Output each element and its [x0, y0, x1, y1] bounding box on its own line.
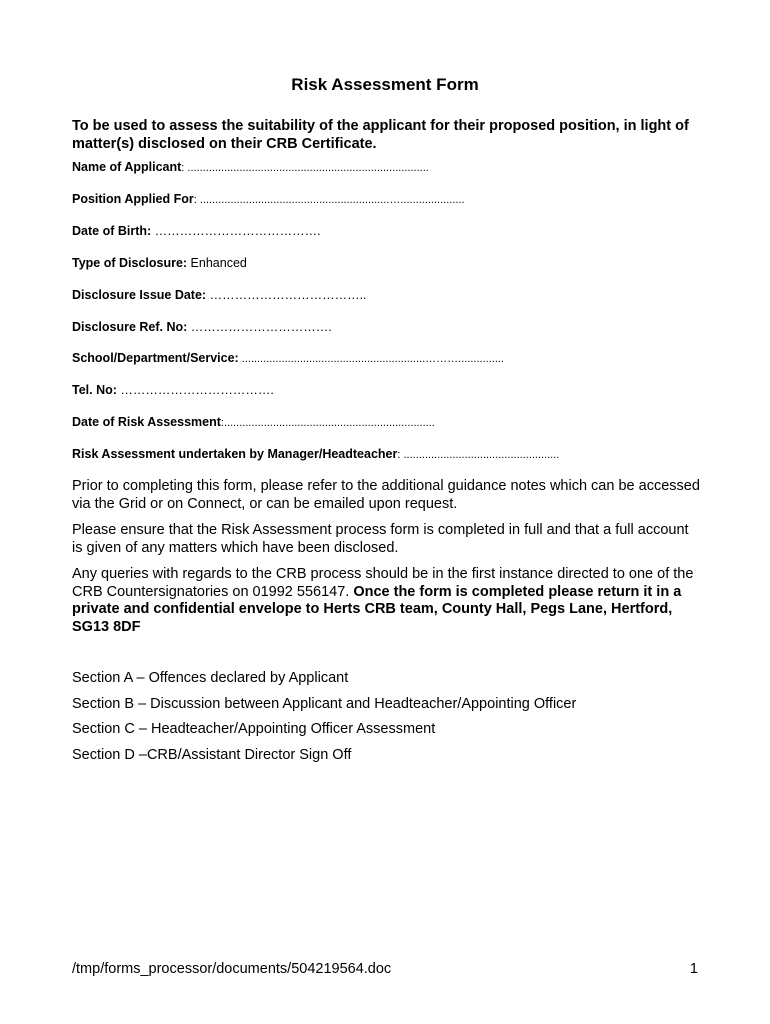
field-fill: ............................................................………............... [238, 353, 504, 365]
field-label: Position Applied For [72, 192, 194, 206]
field-position-applied-for [72, 192, 712, 206]
field-fill: ……………………………. [187, 320, 332, 334]
field-label: School/Department/Service: [72, 351, 239, 365]
field-name-of-applicant [72, 160, 712, 174]
return-instructions: Once the form is completed please return it in a private and confidential envelope to Herts CRB team, County Hall, Pegs Lane, Hertford, SG13 8DF [72, 583, 682, 635]
field-risk-assessment-undertaken-by [72, 447, 712, 461]
queries-paragraph [72, 566, 702, 636]
field-label: Risk Assessment undertaken by Manager/Headteacher [72, 447, 398, 461]
intro-text: To be used to assess the suitability of the applicant for their proposed position, in light of matter(s) disclosed on their CRB Certificate. [72, 118, 689, 152]
field-fill: …………………………………. [151, 224, 321, 238]
section-d: Section D –CRB/Assistant Director Sign Off [72, 747, 352, 763]
field-label: Type of Disclosure: [72, 256, 188, 270]
section-a: Section A – Offences declared by Applicant [72, 670, 349, 686]
field-fill: ………………………………. [116, 383, 274, 397]
footer-file-path: /tmp/forms_processor/documents/504219564.doc [72, 961, 392, 977]
field-disclosure-issue-date [72, 288, 712, 302]
field-label: Disclosure Issue Date: [72, 288, 207, 302]
field-date-of-birth [72, 224, 712, 238]
field-tel-no [72, 383, 712, 397]
field-fill: : ................................................... [397, 449, 560, 461]
field-fill: :..................................................................... [220, 417, 435, 429]
field-date-of-risk-assessment [72, 415, 712, 429]
field-value: Enhanced [187, 256, 247, 270]
field-label: Date of Risk Assessment [72, 415, 221, 429]
page-title: Risk Assessment Form [291, 75, 479, 94]
queries-text: Any queries with regards to the CRB process should be in the first instance directed to one of the CRB Countersignatories on 01992 556147. [72, 566, 694, 600]
guidance-paragraph: Prior to completing this form, please refer to the additional guidance notes which can be accessed via the Grid or on Connect, or can be emailed upon request. [72, 478, 700, 512]
field-type-of-disclosure [72, 256, 712, 270]
field-label: Tel. No: [72, 383, 117, 397]
field-school-department-service [72, 351, 712, 365]
field-label: Name of Applicant [72, 160, 182, 174]
section-c: Section C – Headteacher/Appointing Officer Assessment [72, 721, 436, 737]
completion-paragraph: Please ensure that the Risk Assessment process form is completed in full and that a full account is given of any matters which have been disclosed. [72, 522, 689, 556]
field-label: Disclosure Ref. No: [72, 320, 188, 334]
section-b: Section B – Discussion between Applicant and Headteacher/Appointing Officer [72, 696, 577, 712]
field-fill: : ..............................................................…..................... [193, 194, 465, 206]
field-disclosure-ref-no [72, 320, 712, 334]
footer-page-number: 1 [689, 961, 698, 977]
field-fill: ……………………………….. [206, 288, 367, 302]
field-label: Date of Birth: [72, 224, 152, 238]
field-fill: : ............................................................................... [181, 162, 429, 174]
